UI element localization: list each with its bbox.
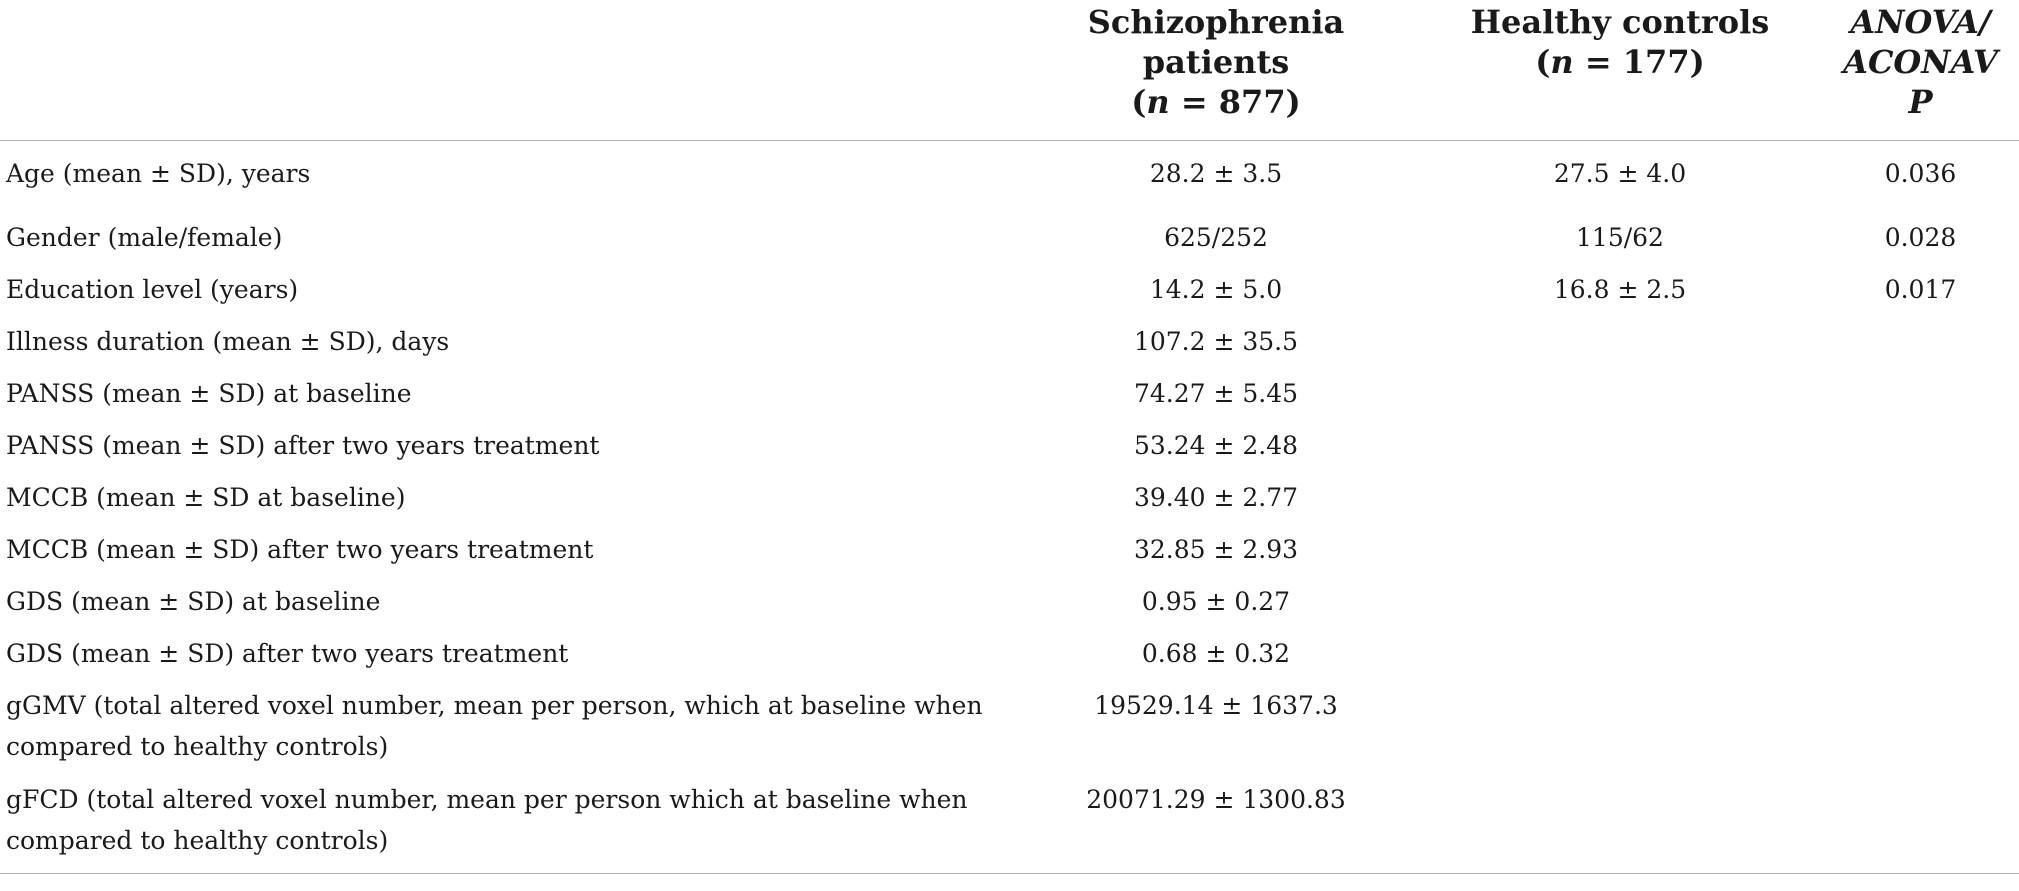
controls-value	[1418, 779, 1822, 874]
table-row	[0, 779, 2019, 874]
row-label: MCCB (mean ± SD) after two years treatment	[6, 534, 594, 564]
schizophrenia-value: 53.24 ± 2.48	[1133, 430, 1299, 460]
schizophrenia-value: 625/252	[1164, 222, 1268, 252]
p-value	[1822, 477, 2019, 529]
controls-value	[1418, 581, 1822, 633]
sample-size-symbol: n	[1146, 83, 1170, 121]
controls-value: 115/62	[1576, 222, 1664, 252]
row-label: PANSS (mean ± SD) at baseline	[6, 378, 412, 408]
schizophrenia-value: 39.40 ± 2.77	[1133, 482, 1299, 512]
table-row	[0, 685, 2019, 779]
controls-value: 27.5 ± 4.0	[1553, 158, 1687, 188]
header-pvalue-line1: ANOVA/	[1850, 3, 1991, 41]
header-controls	[1418, 0, 1822, 140]
table-row	[0, 633, 2019, 685]
row-label: Education level (years)	[6, 274, 299, 304]
schizophrenia-value: 0.68 ± 0.32	[1141, 638, 1291, 668]
schizophrenia-value: 28.2 ± 3.5	[1149, 158, 1283, 188]
table-body	[0, 140, 2019, 873]
controls-value	[1418, 373, 1822, 425]
table-row	[0, 477, 2019, 529]
schizophrenia-value: 32.85 ± 2.93	[1133, 534, 1299, 564]
p-value	[1822, 373, 2019, 425]
table-row	[0, 373, 2019, 425]
p-value: 0.036	[1884, 158, 1957, 188]
controls-value	[1418, 321, 1822, 373]
header-pvalue	[1822, 0, 2019, 140]
row-label: GDS (mean ± SD) after two years treatment	[6, 638, 569, 668]
p-value	[1822, 779, 2019, 874]
table-row	[0, 529, 2019, 581]
row-label	[0, 685, 1014, 779]
header-controls-n: (n = 177)	[1535, 43, 1705, 81]
controls-value	[1418, 477, 1822, 529]
table-row	[0, 217, 2019, 269]
row-label-line1: gFCD (total altered voxel number, mean per person which at baseline when	[6, 784, 968, 814]
p-value: 0.017	[1884, 274, 1957, 304]
controls-value	[1418, 633, 1822, 685]
p-value: 0.028	[1884, 222, 1957, 252]
p-value	[1822, 321, 2019, 373]
schizophrenia-value: 0.95 ± 0.27	[1141, 586, 1291, 616]
p-value	[1822, 581, 2019, 633]
row-label-line1: gGMV (total altered voxel number, mean per person, which at baseline when	[6, 690, 983, 720]
row-label: Gender (male/female)	[6, 222, 283, 252]
header-controls-title: Healthy controls	[1470, 3, 1770, 41]
row-label: Age (mean ± SD), years	[6, 158, 311, 188]
table-row	[0, 140, 2019, 217]
header-row	[0, 0, 2019, 140]
controls-value	[1418, 425, 1822, 477]
schizophrenia-value: 19529.14 ± 1637.3	[1094, 690, 1338, 720]
controls-value: 16.8 ± 2.5	[1553, 274, 1687, 304]
row-label: Illness duration (mean ± SD), days	[6, 326, 450, 356]
schizophrenia-value: 74.27 ± 5.45	[1133, 378, 1299, 408]
header-schizophrenia-n: (n = 877)	[1131, 83, 1301, 121]
table-row	[0, 425, 2019, 477]
header-pvalue-line3: P	[1908, 83, 1933, 121]
controls-value	[1418, 529, 1822, 581]
schizophrenia-value: 20071.29 ± 1300.83	[1086, 784, 1346, 814]
p-value	[1822, 633, 2019, 685]
header-schizophrenia-title: Schizophrenia patients	[1087, 3, 1345, 81]
header-schizophrenia	[1014, 0, 1418, 140]
row-label: MCCB (mean ± SD at baseline)	[6, 482, 406, 512]
header-pvalue-line2: ACONAV	[1843, 43, 1998, 81]
schizophrenia-value: 14.2 ± 5.0	[1149, 274, 1283, 304]
table-row	[0, 321, 2019, 373]
table-row	[0, 581, 2019, 633]
table-header	[0, 0, 2019, 140]
sample-size-symbol: n	[1550, 43, 1574, 81]
table-row	[0, 269, 2019, 321]
row-label	[0, 779, 1014, 874]
row-label-line2: compared to healthy controls)	[6, 731, 389, 761]
row-label-line2: compared to healthy controls)	[6, 825, 389, 855]
p-value	[1822, 529, 2019, 581]
controls-value	[1418, 685, 1822, 779]
p-value	[1822, 685, 2019, 779]
header-label-cell	[0, 0, 1014, 140]
p-value	[1822, 425, 2019, 477]
row-label: PANSS (mean ± SD) after two years treatment	[6, 430, 600, 460]
schizophrenia-value: 107.2 ± 35.5	[1133, 326, 1299, 356]
row-label: GDS (mean ± SD) at baseline	[6, 586, 381, 616]
